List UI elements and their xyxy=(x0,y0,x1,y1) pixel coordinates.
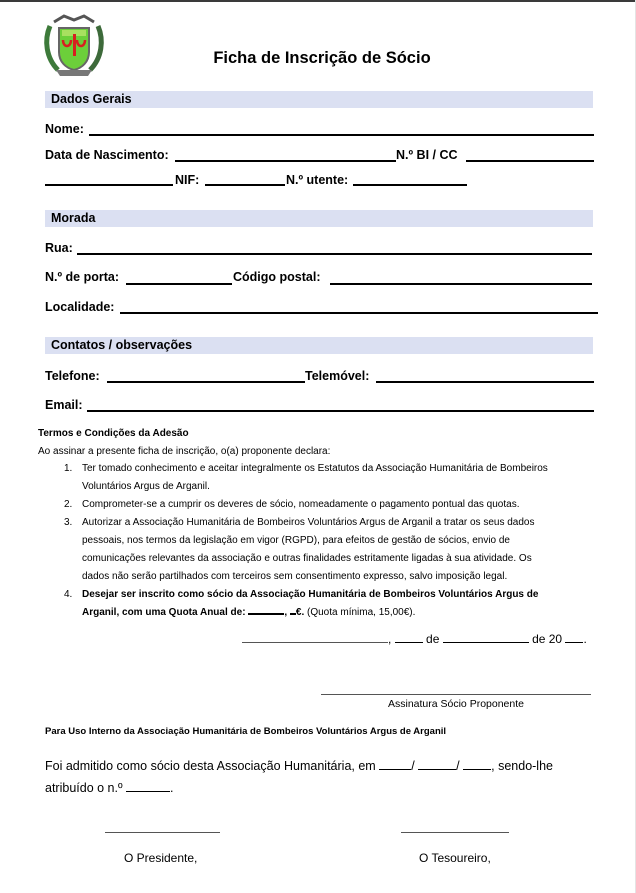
quota-separator: , xyxy=(284,607,288,618)
item-text: Autorizar a Associação Humanitária de Bombeiros Voluntários Argus de Arganil a tratar os seus dados xyxy=(82,517,535,528)
label-codigo-postal: Código postal: xyxy=(233,270,321,284)
terms-title: Termos e Condições da Adesão xyxy=(38,428,189,439)
data-nascimento-field[interactable] xyxy=(175,160,396,162)
year-field[interactable] xyxy=(565,632,583,643)
treasurer-label: O Tesoureiro, xyxy=(419,851,491,865)
item-text: comunicações relevantes da associação e outras finalidades estritamente ligadas à sua atividade. Os xyxy=(82,553,532,564)
date-comma: , xyxy=(388,632,392,646)
rua-field[interactable] xyxy=(77,253,592,255)
email-field[interactable] xyxy=(87,410,594,412)
page-top-border xyxy=(0,0,636,2)
date-period: . xyxy=(583,632,587,646)
item-text: Voluntários Argus de Arganil. xyxy=(82,481,210,492)
label-telemovel: Telemóvel: xyxy=(305,369,370,383)
admission-month-field[interactable] xyxy=(418,759,456,770)
slash: / xyxy=(411,759,415,773)
terms-item-2 xyxy=(64,496,624,514)
internal-number-line xyxy=(45,781,174,795)
telemovel-field[interactable] xyxy=(376,381,594,383)
label-porta: N.º de porta: xyxy=(45,270,120,284)
nome-field[interactable] xyxy=(89,134,594,136)
president-signature-line[interactable] xyxy=(105,832,220,833)
page-title: Ficha de Inscrição de Sócio xyxy=(213,49,431,67)
terms-item-1 xyxy=(64,460,624,496)
item-text: Comprometer-se a cumprir os deveres de sócio, nomeadamente o pagamento pontual das quotas. xyxy=(82,499,520,510)
item-text: dados não serão partilhados com terceiros sem consentimento expresso, salvo imposição legal. xyxy=(82,571,508,582)
label-nome: Nome: xyxy=(45,122,84,136)
extra-id-field[interactable] xyxy=(45,184,173,186)
item-number: 4. xyxy=(64,589,73,600)
month-field[interactable] xyxy=(443,632,529,643)
quota-label: Arganil, com uma Quota Anual de: xyxy=(82,607,246,618)
utente-field[interactable] xyxy=(353,184,467,186)
number-period: . xyxy=(170,781,174,795)
label-bi-cc: N.º BI / CC xyxy=(396,148,458,162)
president-label: O Presidente, xyxy=(124,851,198,865)
bi-cc-field[interactable] xyxy=(466,160,594,162)
coat-of-arms-logo xyxy=(42,12,106,80)
terms-item-3 xyxy=(64,514,624,586)
quota-note: (Quota mínima, 15,00€). xyxy=(307,607,416,618)
section-header-morada: Morada xyxy=(45,210,593,227)
admission-text-end: , sendo-lhe xyxy=(491,759,553,773)
porta-field[interactable] xyxy=(126,283,232,285)
label-localidade: Localidade: xyxy=(45,300,115,314)
internal-title: Para Uso Interno da Associação Humanitária de Bombeiros Voluntários Argus de Arganil xyxy=(45,726,447,737)
label-data-nascimento: Data de Nascimento: xyxy=(45,148,169,162)
admission-year-field[interactable] xyxy=(463,759,491,770)
terms-item-4 xyxy=(64,586,624,622)
section-header-dados-gerais: Dados Gerais xyxy=(45,91,593,108)
internal-admission-line xyxy=(45,759,553,773)
codigo-postal-field[interactable] xyxy=(330,283,592,285)
telefone-field[interactable] xyxy=(107,381,305,383)
label-telefone: Telefone: xyxy=(45,369,100,383)
date-de-label: de xyxy=(426,632,440,646)
quota-euro-symbol: €. xyxy=(295,607,305,618)
signature-label: Assinatura Sócio Proponente xyxy=(387,698,524,710)
label-email: Email: xyxy=(45,398,83,412)
quota-euros-field[interactable] xyxy=(248,604,284,615)
item-text: Desejar ser inscrito como sócio da Associação Humanitária de Bombeiros Voluntários Argus de xyxy=(82,589,539,600)
date-year-label: de 20 xyxy=(532,632,563,646)
item-text: Ter tomado conhecimento e aceitar integralmente os Estatutos da Associação Humanitária de Bombeiros xyxy=(82,463,548,474)
slash: / xyxy=(456,759,460,773)
admission-day-field[interactable] xyxy=(379,759,411,770)
date-line xyxy=(242,632,587,646)
terms-intro: Ao assinar a presente ficha de inscrição, o(a) proponente declara: xyxy=(38,446,331,457)
terms-list xyxy=(64,460,624,622)
signature-line[interactable] xyxy=(321,694,591,695)
treasurer-signature-line[interactable] xyxy=(401,832,509,833)
localidade-field[interactable] xyxy=(120,312,598,314)
label-nif: NIF: xyxy=(175,173,200,187)
label-rua: Rua: xyxy=(45,241,73,255)
admission-text: Foi admitido como sócio desta Associação Humanitária, em xyxy=(45,759,376,773)
item-number: 1. xyxy=(64,463,73,474)
nif-field[interactable] xyxy=(205,184,285,186)
label-utente: N.º utente: xyxy=(286,173,349,187)
member-number-field[interactable] xyxy=(126,781,170,792)
item-text: pessoais, nos termos da legislação em vigor (RGPD), para efeitos de gestão de sócios, envio de xyxy=(82,535,510,546)
item-number: 3. xyxy=(64,517,73,528)
item-number: 2. xyxy=(64,499,73,510)
day-field[interactable] xyxy=(395,632,423,643)
section-header-contatos: Contatos / observações xyxy=(45,337,593,354)
quota-line xyxy=(82,604,624,622)
place-field[interactable] xyxy=(242,632,388,643)
number-text: atribuído o n.º xyxy=(45,781,123,795)
